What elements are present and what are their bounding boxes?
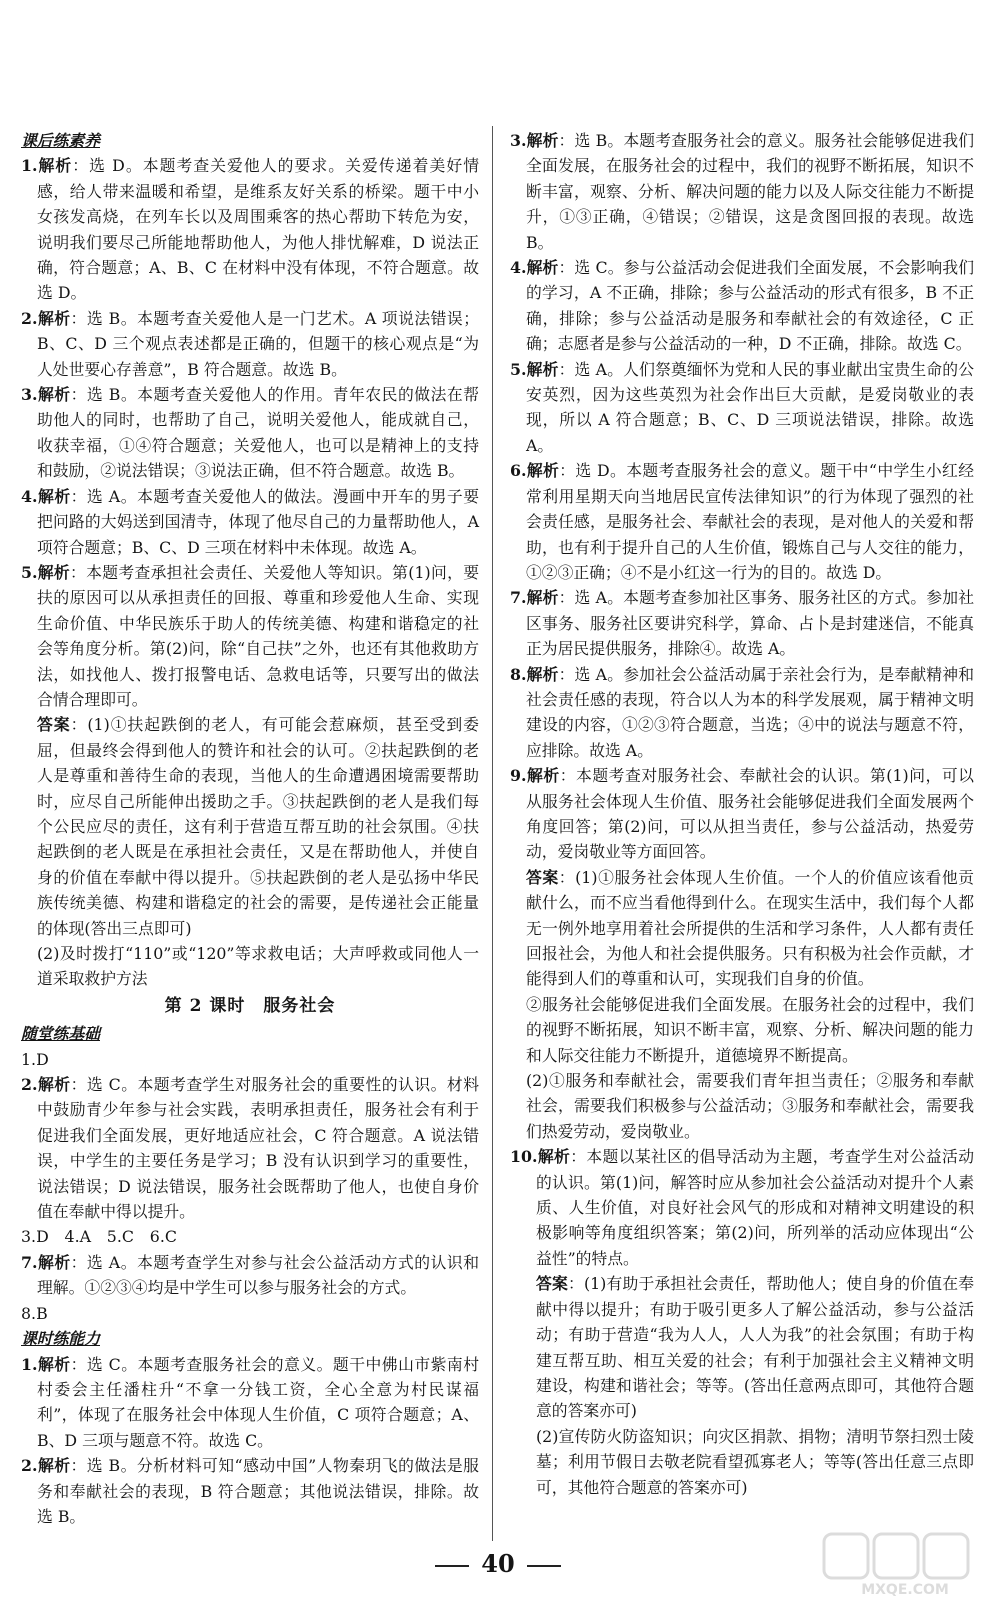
- answer-item: 1.解析：选 C。本题考查服务社会的意义。题干中佛山市紫南村村委会主任潘柱升“不拿一分钱工资，全心全意为村民谋福利”，体现了在服务社会中体现人生价值，C 项符合题意；A、B、D 三项与题意不符。故选 C。: [21, 1354, 480, 1450]
- answer-text: ②服务社会能够促进我们全面发展。在服务社会的过程中，我们的视野不断拓展，知识不断丰富，观察、分析、解决问题的能力和人际交往能力不断提升，道德境界不断提高。: [526, 994, 974, 1065]
- answer-short: 1.D: [21, 1049, 49, 1069]
- dash-right: [527, 1565, 561, 1567]
- answer-text: 答案：(1)有助于承担社会责任，帮助他人；使自身的价值在奉献中得以提升；有助于吸引更多人了解公益活动，参与公益活动；有助于营造“我为人人，人人为我”的社会氛围；有助于构建互帮互助、相互关爱的社会；有利于加强社会主义精神文明建设，构建和谐社会；等等。(答出任意两点即可，其他符合题意的答案亦可): [536, 1274, 974, 1421]
- watermark-logo: [820, 1528, 990, 1598]
- answer-text: (2)宣传防火防盗知识；向灾区捐款、捐物；清明节祭扫烈士陵墓；利用节假日去敬老院看望孤寡老人；等等(答出任意三点即可，其他符合题意的答案亦可): [536, 1426, 974, 1497]
- answer-item: 2.解析：选 B。本题考查关爱他人是一门艺术。A 项说法错误；B、C、D 三个观点表述都是正确的，但题干的核心观点是“为人处世要心存善意”，B 符合题意。故选 B。: [21, 308, 480, 379]
- right-column: [510, 128, 974, 1500]
- answer-item: 7.解析：选 A。本题考查学生对参与社会公益活动方式的认识和理解。①②③④均是中学生可以参与服务社会的方式。: [21, 1252, 479, 1298]
- answer-item: 5.解析：本题考查承担社会责任、关爱他人等知识。第(1)问，要扶的原因可以从承担责任的回报、尊重和珍爱他人生命、实现生命价值、中华民族乐于助人的传统美德、构建和谐稳定的社会等角度分析。第(2)问，除“自己扶”之外，也还有其他救助方法，如找他人、拨打报警电话、急救电话等，只要写出的做法合情合理即可。: [21, 562, 479, 709]
- answer-item: 3.解析：选 B。本题考查服务社会的意义。服务社会能够促进我们全面发展，在服务社会的过程中，我们的视野不断拓展，知识不断丰富，观察、分析、解决问题的能力以及人际交往能力不断提升，①③正确，④错误；②错误，这是贪图回报的表现。故选 B。: [510, 131, 974, 252]
- answer-item: 10.解析：本题以某社区的倡导活动为主题，考查学生对公益活动的认识。第(1)问，解答时应从参加社会公益活动对提升个人素质、人生价值，对良好社会风气的形成和对精神文明建设的积极影响等角度组织答案；第(2)问，所列举的活动应体现出“公益性”的特点。: [510, 1147, 974, 1268]
- page-number: 40: [0, 1549, 996, 1578]
- section-heading-after-class: 课后练素养: [21, 131, 100, 150]
- answer-item: 2.解析：选 C。本题考查学生对服务社会的重要性的认识。材料中鼓励青少年参与社会实践，表明承担责任，服务社会有利于促进我们全面发展，更好地适应社会，C 符合题意。A 说法错误，中学生的主要任务是学习；B 没有认识到学习的重要性，说法错误；D 说法错误，服务社会既帮助了他人，也使自身价值在奉献中得以提升。: [21, 1075, 480, 1222]
- answer-item: 1.解析：选 D。本题考查关爱他人的要求。关爱传递着美好情感，给人带来温暖和希望，是维系友好关系的桥梁。题干中小女孩发高烧，在列车长以及周围乘客的热心帮助下转危为安，说明我们要尽己所能地帮助他人，为他人排忧解难，D 说法正确，符合题意；A、B、C 在材料中没有体现，不符合题意。故选 D。: [21, 156, 479, 303]
- answer-item: 8.解析：选 A。参加社会公益活动属于亲社会行为，是奉献精神和社会责任感的表现，符合以人为本的科学发展观，属于精神文明建设的内容，①②③符合题意，当选；④中的说法与题意不符，应排除。故选 A。: [510, 664, 974, 760]
- answer-item: 4.解析：选 C。参与公益活动会促进我们全面发展，不会影响我们的学习，A 不正确，排除；参与公益活动的形式有很多，B 不正确，排除；参与公益活动是服务和奉献社会的有效途径，C 正确；志愿者是参与公益活动的一种，D 不正确，排除。故选 C。: [510, 258, 975, 354]
- answer-text: (2)及时拨打“110”或“120”等求救电话；大声呼救或同他人一道采取救护方法: [37, 944, 479, 989]
- column-divider: [492, 126, 493, 1541]
- answer-text: (2)①服务和奉献社会，需要我们青年担当责任；②服务和奉献社会，需要我们积极参与公益活动；③服务和奉献社会，需要我们热爱劳动，爱岗敬业。: [526, 1071, 974, 1141]
- answer-item: 3.解析：选 B。本题考查关爱他人的作用。青年农民的做法在帮助他人的同时，也帮助了自己，说明关爱他人，能成就自己，收获幸福，①④符合题意；关爱他人，也可以是精神上的支持和鼓励，②说法错误；③说法正确，但不符合题意。故选 B。: [21, 385, 479, 481]
- answer-item: 6.解析：选 D。本题考查服务社会的意义。题干中“中学生小红经常利用星期天向当地居民宣传法律知识”的行为体现了强烈的社会责任感，是服务社会、奉献社会的表现，是对他人的关爱和帮助，也有利于提升自己的人生价值，锻炼自己与人交往的能力，①②③正确；④不是小红这一行为的目的。故选 D。: [510, 461, 974, 582]
- left-column: [21, 128, 479, 1529]
- lesson-title: 第 2 课时 服务社会: [164, 995, 336, 1016]
- dash-left: [435, 1565, 469, 1567]
- answer-text: 答案：(1)①扶起跌倒的老人，有可能会惹麻烦，甚至受到委屈，但最终会得到他人的赞许和社会的认可。②扶起跌倒的老人是尊重和善待生命的表现，当他人的生命遭遇困境需要帮助时，应尽自己所能伸出援助之手。③扶起跌倒的老人是我们每个公民应尽的责任，这有利于营造互帮互助的社会氛围。④扶起跌倒的老人既是在承担社会责任，又是在帮助他人，并使自身的价值在奉献中得以提升。⑤扶起跌倒的老人是弘扬中华民族传统美德、构建和谐稳定的社会的需要，是传递社会正能量的体现(答出三点即可): [37, 715, 479, 938]
- section-heading-ability: 课时练能力: [21, 1329, 100, 1349]
- watermark-text: MXQE.COM: [861, 1582, 949, 1598]
- answer-item: 4.解析：选 A。本题考查关爱他人的做法。漫画中开车的男子要把问路的大妈送到国清寺，体现了他尽自己的力量帮助他人，A 项符合题意；B、C、D 三项在材料中未体现。故选 A。: [21, 486, 479, 557]
- answer-item: 9.解析：本题考查对服务社会、奉献社会的认识。第(1)问，可以从服务社会体现人生价值、服务社会能够促进我们全面发展两个角度回答；第(2)问，可以从担当责任，参与公益活动，热爱劳动，爱岗敬业等方面回答。: [510, 766, 974, 862]
- section-heading-in-class: 随堂练基础: [21, 1024, 100, 1044]
- answer-item: 2.解析：选 B。分析材料可知“感动中国”人物秦玥飞的做法是服务和奉献社会的表现，B 符合题意；其他说法错误，排除。故选 B。: [21, 1456, 479, 1526]
- answer-short: 8.B: [21, 1303, 48, 1323]
- answer-text: 答案：(1)①服务社会体现人生价值。一个人的价值应该看他贡献什么，而不应当看他得到什么。在现实生活中，我们每个人都无一例外地享用着社会所提供的生活和学习条件，人人都有责任回报社会，为他人和社会提供服务。只有积极为社会作贡献，才能得到人们的尊重和认可，实现我们自身的价值。: [526, 867, 974, 989]
- answer-item: 5.解析：选 A。人们祭奠缅怀为党和人民的事业献出宝贵生命的公安英烈，因为这些英烈为社会作出巨大贡献，是爱岗敬业的表现，所以 A 符合题意；B、C、D 三项说法错误，排除。故选 A。: [510, 359, 974, 455]
- answer-short: 3.D 4.A 5.C 6.C: [21, 1227, 177, 1247]
- answer-item: 7.解析：选 A。本题考查参加社区事务、服务社区的方式。参加社区事务、服务社区要讲究科学，算命、占卜是封建迷信，不能真正为居民提供服务，排除④。故选 A。: [510, 588, 974, 659]
